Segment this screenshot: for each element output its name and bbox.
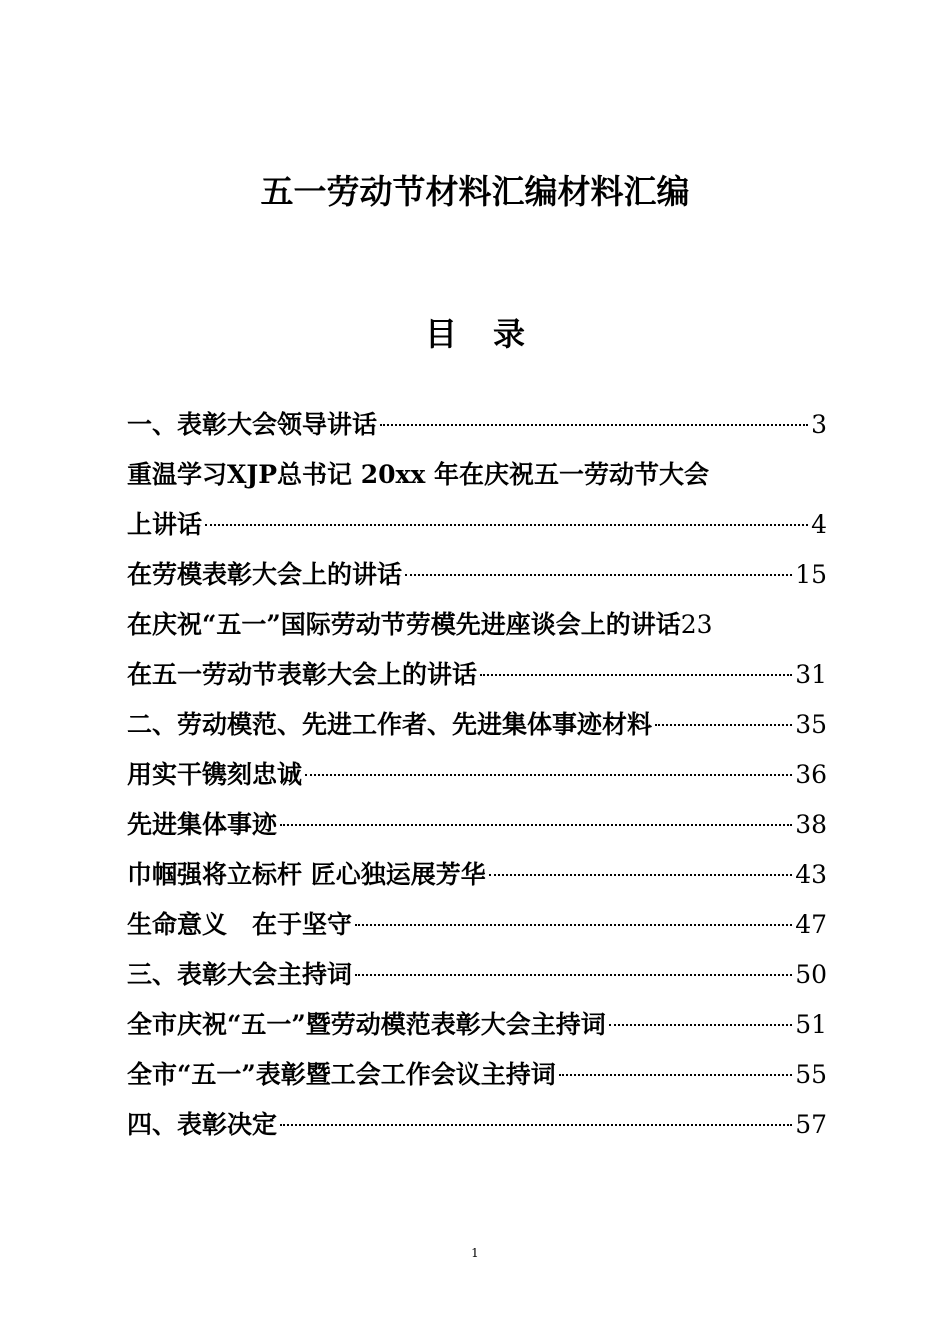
toc-dot-leader [380,424,808,426]
toc-entry[interactable] [127,500,827,550]
toc-entry-label: 先进集体事迹 [127,810,278,839]
toc-entry-page: 31 [795,660,827,689]
toc-entry[interactable] [127,1000,827,1050]
toc-entry-page: 55 [795,1060,827,1089]
toc-entry-label: 生命意义 在于坚守 [127,910,353,939]
toc-entry-page: 36 [795,760,827,789]
toc-entry[interactable] [127,700,827,750]
toc-dot-leader [355,974,792,976]
toc-entry-label: 在庆祝“五一”国际劳动节劳模先进座谈会上的讲话 [127,610,681,639]
toc-entry[interactable] [127,600,827,650]
toc-entry[interactable] [127,550,827,600]
toc-dot-leader [489,874,792,876]
toc-entry-label: 四、表彰决定 [127,1110,278,1139]
toc-dot-leader [559,1074,792,1076]
toc-heading-second: 录 [493,315,526,353]
toc-entry-page: 4 [811,510,827,539]
toc-entry[interactable] [127,650,827,700]
toc-entry-page: 38 [795,810,827,839]
page-number: 1 [471,1246,479,1260]
toc-dot-leader [205,524,808,526]
toc-heading [0,310,950,358]
toc-entry-label: 上讲话 [127,510,203,539]
table-of-contents [127,400,827,1150]
toc-entry-page: 50 [795,960,827,989]
toc-dot-leader [305,774,792,776]
toc-dot-leader [480,674,792,676]
toc-entry-page: 15 [795,560,827,589]
toc-entry-page: 3 [811,410,827,439]
toc-dot-leader [355,924,792,926]
toc-entry-page: 51 [795,1010,827,1039]
toc-entry[interactable] [127,950,827,1000]
toc-entry-label: 在五一劳动节表彰大会上的讲话 [127,660,478,689]
toc-entry[interactable] [127,1100,827,1150]
toc-entry-page: 23 [680,610,713,639]
toc-entry-label: 二、劳动模范、先进工作者、先进集体事迹材料 [127,710,653,739]
toc-entry-label: 三、表彰大会主持词 [127,960,353,989]
toc-entry[interactable] [127,1050,827,1100]
toc-entry[interactable] [127,900,827,950]
toc-entry-label: 在劳模表彰大会上的讲话 [127,560,403,589]
toc-entry-label: 一、表彰大会领导讲话 [127,410,378,439]
toc-entry-label: 用实干镌刻忠诚 [127,760,303,789]
toc-dot-leader [405,574,792,576]
toc-entry-label: 巾帼强将立标杆 匠心独运展芳华 [127,860,486,889]
document-title: 五一劳动节材料汇编材料汇编 [260,172,690,211]
toc-entry[interactable] [127,400,827,450]
toc-entry-page: 47 [795,910,827,939]
toc-entry[interactable] [127,750,827,800]
toc-entry[interactable] [127,800,827,850]
toc-entry-page: 35 [795,710,827,739]
toc-heading-first: 目 [424,315,457,353]
toc-dot-leader [280,1124,792,1126]
toc-entry[interactable] [127,850,827,900]
toc-entry-page: 57 [795,1110,827,1139]
toc-entry-label: 全市庆祝“五一”暨劳动模范表彰大会主持词 [127,1010,606,1039]
toc-entry-page: 43 [795,860,827,889]
toc-entry-label: 全市“五一”表彰暨工会工作会议主持词 [127,1060,556,1089]
toc-dot-leader [280,824,792,826]
toc-dot-leader [655,724,792,726]
toc-entry-label: 重温学习XJP总书记 20xx 年在庆祝五一劳动节大会 [127,460,710,489]
toc-entry[interactable] [127,450,827,500]
toc-dot-leader [609,1024,792,1026]
